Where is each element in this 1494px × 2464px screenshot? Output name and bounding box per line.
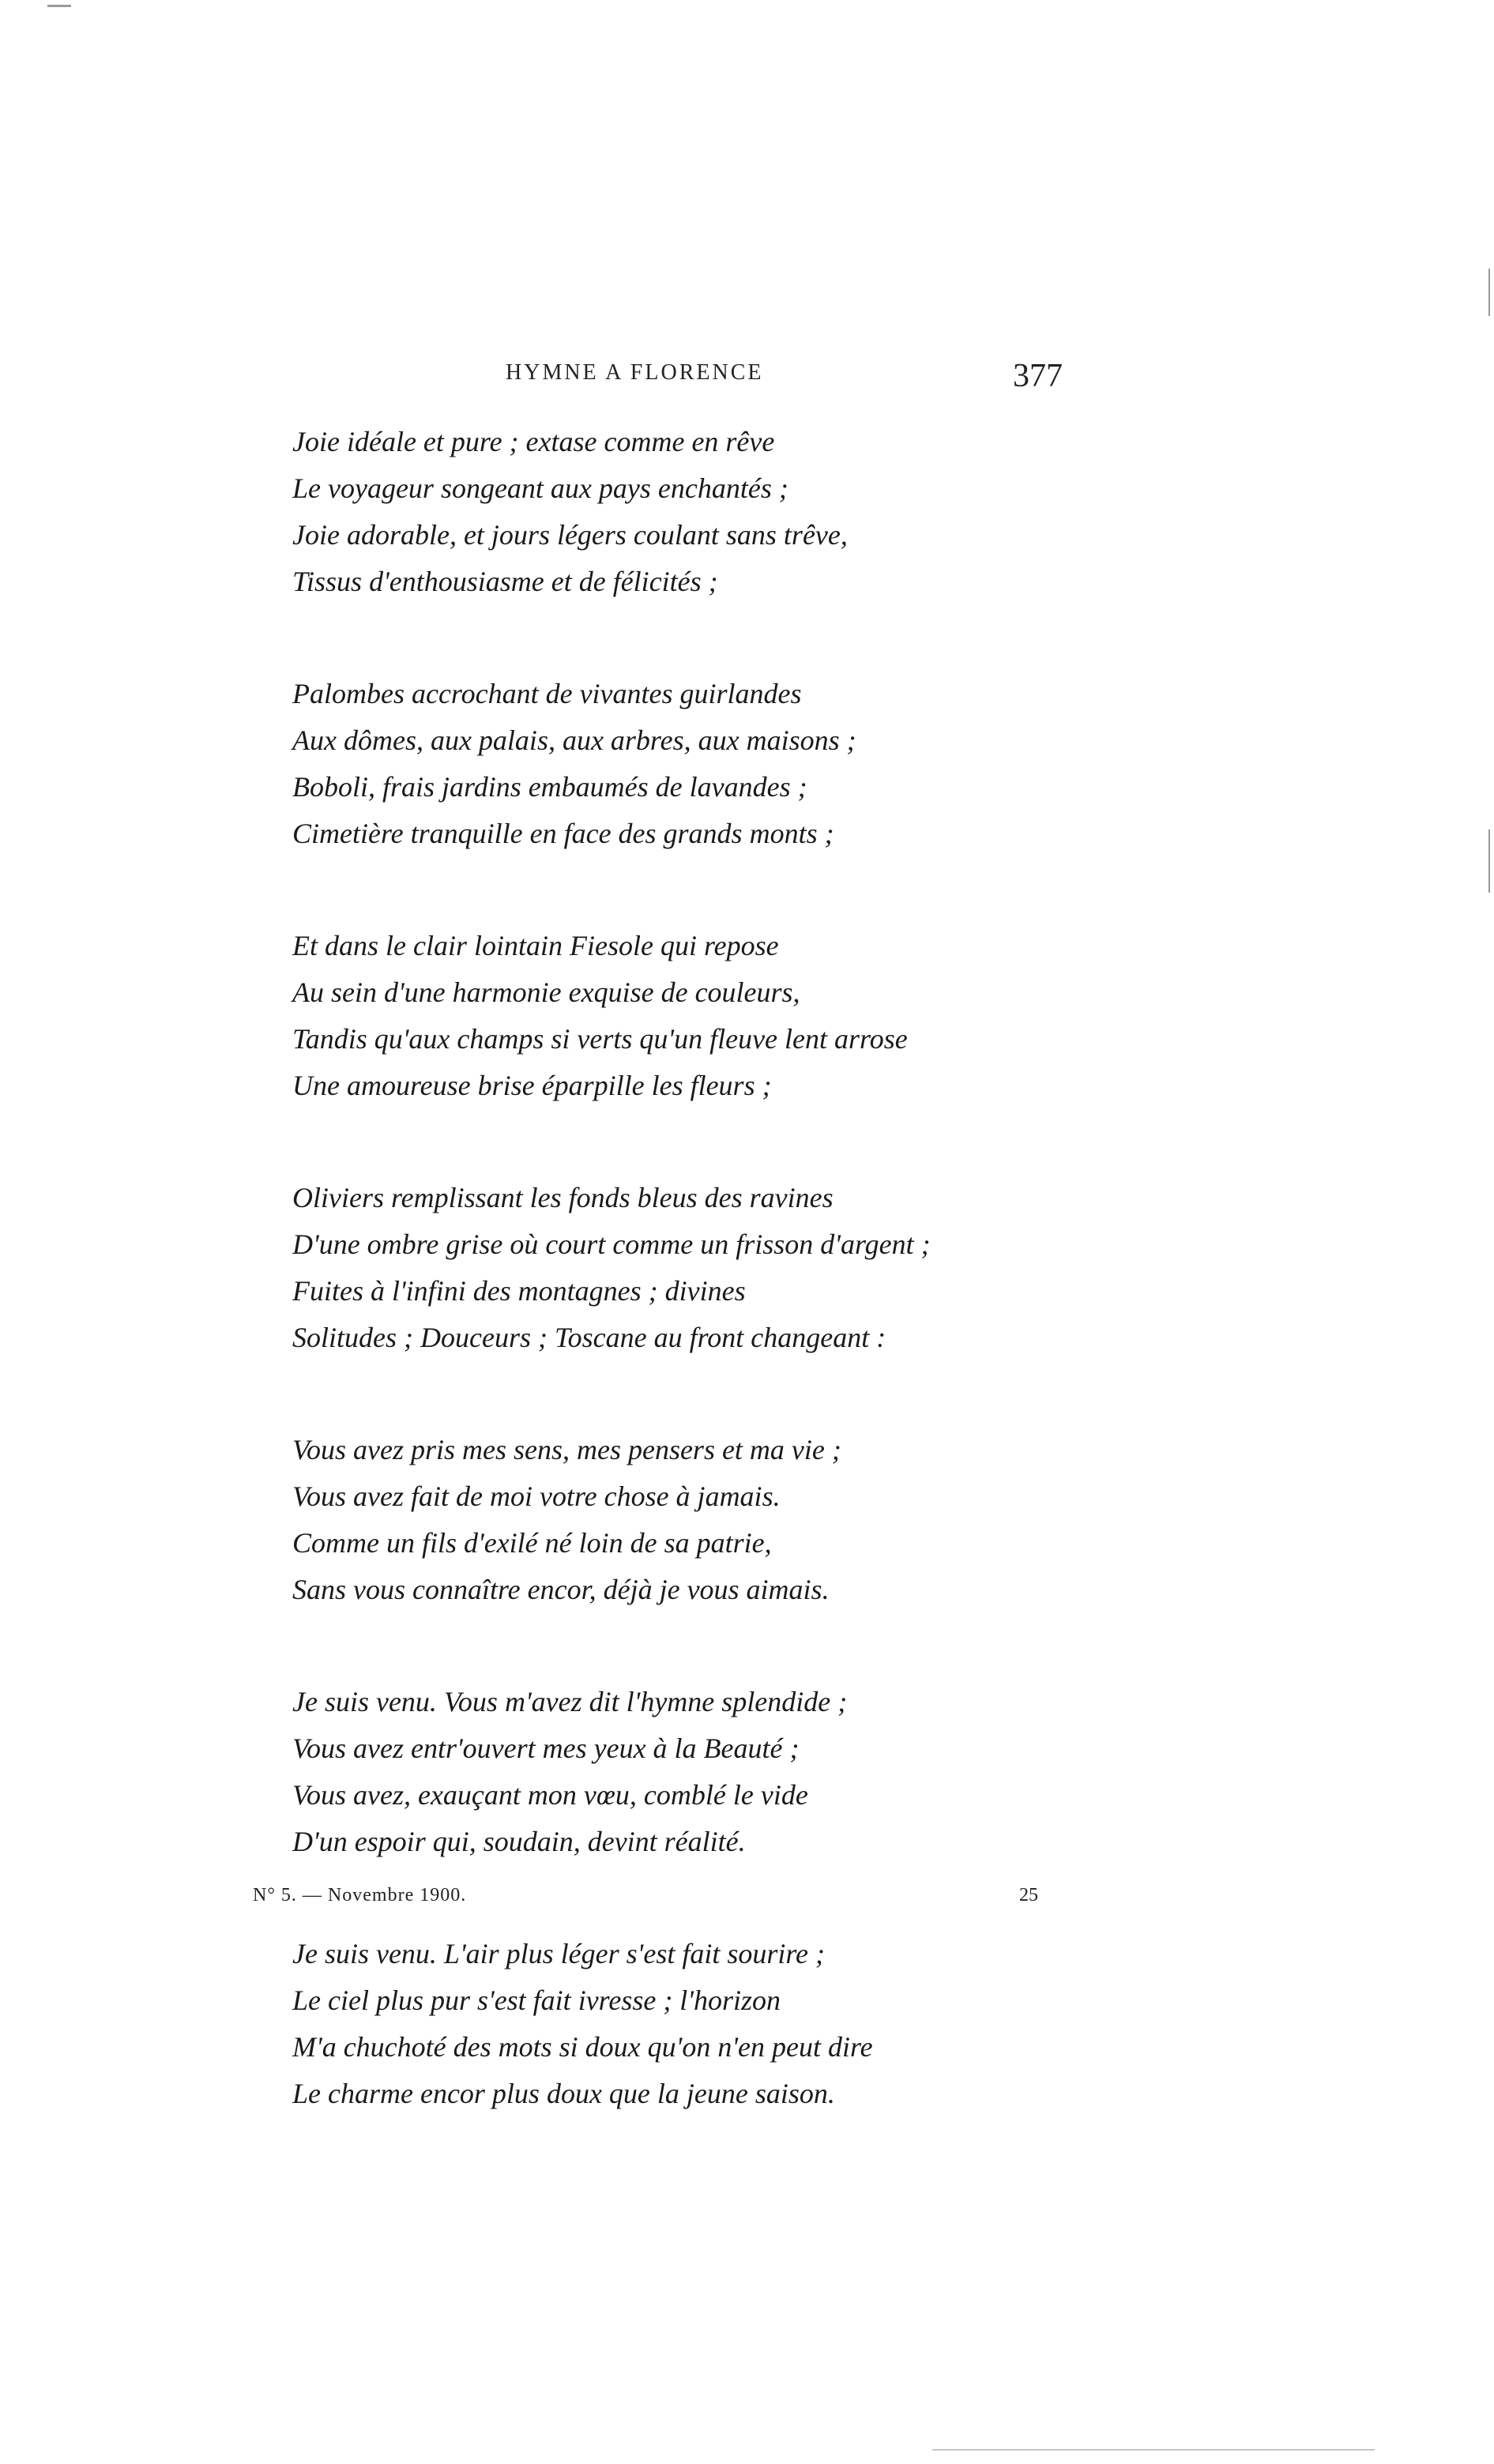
verse-line: Vous avez fait de moi votre chose à jamais. bbox=[292, 1480, 781, 1512]
verse-line: Je suis venu. Vous m'avez dit l'hymne splendide ; bbox=[292, 1686, 848, 1717]
verse-line: Je suis venu. L'air plus léger s'est fait sourire ; bbox=[292, 1938, 826, 1969]
verse-line: Tandis qu'aux champs si verts qu'un fleuve lent arrose bbox=[292, 1023, 908, 1055]
verse-line: Cimetière tranquille en face des grands monts ; bbox=[292, 818, 834, 849]
verse-line: Vous avez, exauçant mon vœu, comblé le vide bbox=[292, 1779, 808, 1811]
verse-line: Oliviers remplissant les fonds bleus des ravines bbox=[292, 1182, 834, 1213]
verse-line: D'un espoir qui, soudain, devint réalité. bbox=[292, 1826, 746, 1857]
page-number: 377 bbox=[1013, 358, 1063, 394]
stanza bbox=[292, 419, 1082, 605]
scan-artifact-top-left bbox=[47, 5, 71, 7]
verse-line: Palombes accrochant de vivantes guirlandes bbox=[292, 678, 802, 709]
verse-line: Comme un fils d'exilé né loin de sa patrie, bbox=[292, 1527, 772, 1559]
verse-line: Le voyageur songeant aux pays enchantés ; bbox=[292, 472, 788, 504]
verse-line: Sans vous connaître encor, déjà je vous aimais. bbox=[292, 1574, 830, 1605]
signature-mark: 25 bbox=[1019, 1885, 1038, 1905]
running-title: HYMNE A FLORENCE bbox=[506, 360, 764, 385]
verse-line: Aux dômes, aux palais, aux arbres, aux maisons ; bbox=[292, 724, 856, 756]
stanza bbox=[292, 923, 1082, 1109]
verse-line: Au sein d'une harmonie exquise de couleurs, bbox=[292, 976, 800, 1008]
verse-line: Et dans le clair lointain Fiesole qui repose bbox=[292, 930, 779, 961]
verse-line: Tissus d'enthousiasme et de félicités ; bbox=[292, 566, 718, 597]
stanza bbox=[292, 1679, 1082, 1865]
scan-artifact-right-edge bbox=[1488, 269, 1490, 316]
stanza bbox=[292, 1931, 1082, 2117]
verse-line: Solitudes ; Douceurs ; Toscane au front changeant : bbox=[292, 1322, 886, 1353]
verse-line: Joie idéale et pure ; extase comme en rêve bbox=[292, 426, 775, 457]
verse-line: Vous avez pris mes sens, mes pensers et ma vie ; bbox=[292, 1434, 841, 1465]
verse-line: Boboli, frais jardins embaumés de lavandes ; bbox=[292, 771, 807, 803]
verse-line: Une amoureuse brise éparpille les fleurs ; bbox=[292, 1070, 772, 1101]
poem bbox=[292, 419, 1082, 2117]
verse-line: Joie adorable, et jours légers coulant sans trêve, bbox=[292, 519, 848, 551]
scan-artifact-right-edge-2 bbox=[1488, 829, 1490, 893]
issue-line: N° 5. — Novembre 1900. bbox=[253, 1885, 467, 1905]
stanza bbox=[292, 1427, 1082, 1613]
verse-line: Vous avez entr'ouvert mes yeux à la Beauté ; bbox=[292, 1732, 800, 1764]
verse-line: M'a chuchoté des mots si doux qu'on n'en peut dire bbox=[292, 2031, 873, 2063]
verse-line: Fuites à l'infini des montagnes ; divines bbox=[292, 1275, 746, 1307]
verse-line: D'une ombre grise où court comme un frisson d'argent ; bbox=[292, 1228, 931, 1260]
scan-artifact-bottom bbox=[932, 2449, 1375, 2451]
stanza bbox=[292, 671, 1082, 857]
verse-line: Le ciel plus pur s'est fait ivresse ; l'horizon bbox=[292, 1984, 781, 2016]
verse-line: Le charme encor plus doux que la jeune saison. bbox=[292, 2078, 835, 2109]
stanza bbox=[292, 1175, 1082, 1361]
